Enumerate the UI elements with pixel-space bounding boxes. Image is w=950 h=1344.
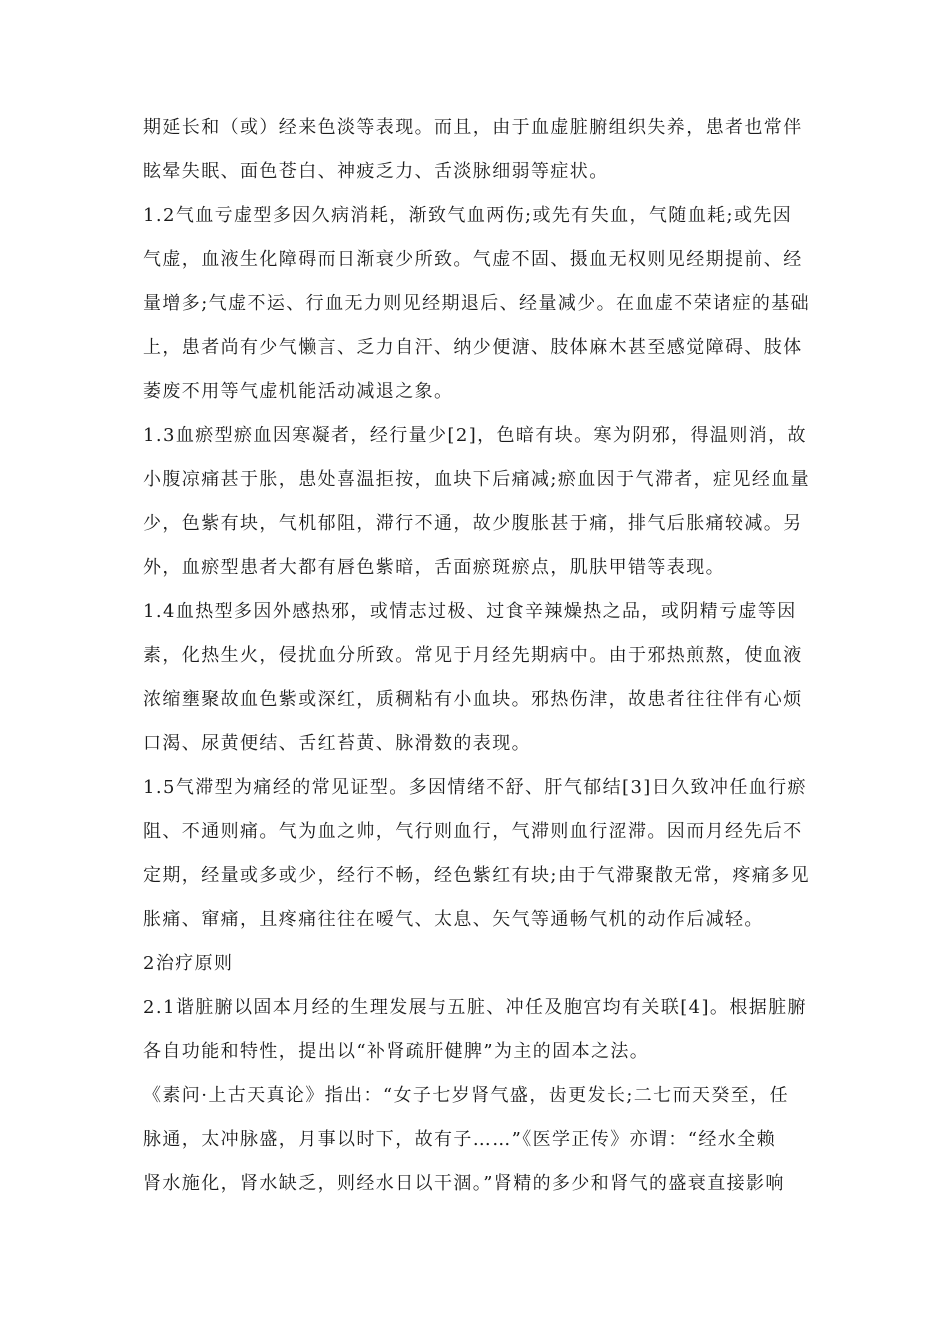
text-line: 胀痛、窜痛，且疼痛往往在嗳气、太息、矢气等通畅气机的动作后减轻。 <box>143 909 764 930</box>
text-line: 各自功能和特性，提出以“补肾疏肝健脾”为主的固本之法。 <box>143 1041 650 1062</box>
text-line: 上，患者尚有少气懒言、乏力自汗、纳少便溏、肢体麻木甚至感觉障碍、肢体 <box>143 337 803 358</box>
text-line: 小腹凉痛甚于胀，患处喜温拒按，血块下后痛减;瘀血因于气滞者，症见经血量 <box>143 469 811 490</box>
text-line: 眩晕失眠、面色苍白、神疲乏力、舌淡脉细弱等症状。 <box>143 161 609 182</box>
text-line: 素，化热生火，侵扰血分所致。常见于月经先期病中。由于邪热煎熬，使血液 <box>143 645 803 666</box>
paragraph-1-3-start: 1.3血瘀型瘀血因寒凝者，经行量少[2]，色暗有块。寒为阴邪，得温则消，故 <box>143 425 807 446</box>
paragraph-1-2-start: 1.2气血亏虚型多因久病消耗，渐致气血两伤;或先有失血，气随血耗;或先因 <box>143 205 793 226</box>
text-line: 气虚，血液生化障碍而日渐衰少所致。气虚不固、摄血无权则见经期提前、经 <box>143 249 803 270</box>
text-line: 阻、不通则痛。气为血之帅，气行则血行，气滞则血行涩滞。因而月经先后不 <box>143 821 803 842</box>
paragraph-1-4-start: 1.4血热型多因外感热邪，或情志过极、过食辛辣燥热之品，或阴精亏虚等因 <box>143 601 797 622</box>
text-line: 外，血瘀型患者大都有唇色紫暗，舌面瘀斑瘀点，肌肤甲错等表现。 <box>143 557 725 578</box>
text-line: 浓缩壅聚故血色紫或深红，质稠粘有小血块。邪热伤津，故患者往往伴有心烦 <box>143 689 803 710</box>
text-line: 萎废不用等气虚机能活动减退之象。 <box>143 381 454 402</box>
paragraph-1-5-start: 1.5气滞型为痛经的常见证型。多因情绪不舒、肝气郁结[3]日久致冲任血行瘀 <box>143 777 807 798</box>
text-line: 期延长和（或）经来色淡等表现。而且，由于血虚脏腑组织失养，患者也常伴 <box>143 117 803 138</box>
section-heading: 2治疗原则 <box>143 953 234 974</box>
text-line: 口渴、尿黄便结、舌红苔黄、脉滑数的表现。 <box>143 733 531 754</box>
text-line: 量增多;气虚不运、行血无力则见经期退后、经量减少。在血虚不荣诸症的基础 <box>143 293 811 314</box>
text-line: 肾水施化，肾水缺乏，则经水日以干涸。”肾精的多少和肾气的盛衰直接影响 <box>143 1173 785 1194</box>
text-line: 定期，经量或多或少，经行不畅，经色紫红有块;由于气滞聚散无常，疼痛多见 <box>143 865 811 886</box>
text-line: 少，色紫有块，气机郁阻，滞行不通，故少腹胀甚于痛，排气后胀痛较减。另 <box>143 513 803 534</box>
paragraph-2-1-start: 2.1谐脏腑以固本月经的生理发展与五脏、冲任及胞宫均有关联[4]。根据脏腑 <box>143 997 807 1018</box>
text-line: 脉通，太冲脉盛，月事以时下，故有子……”《医学正传》亦谓：“经水全赖 <box>143 1129 777 1150</box>
quote-paragraph-start: 《素问·上古天真论》指出：“女子七岁肾气盛，齿更发长;二七而天癸至，任 <box>143 1085 789 1106</box>
